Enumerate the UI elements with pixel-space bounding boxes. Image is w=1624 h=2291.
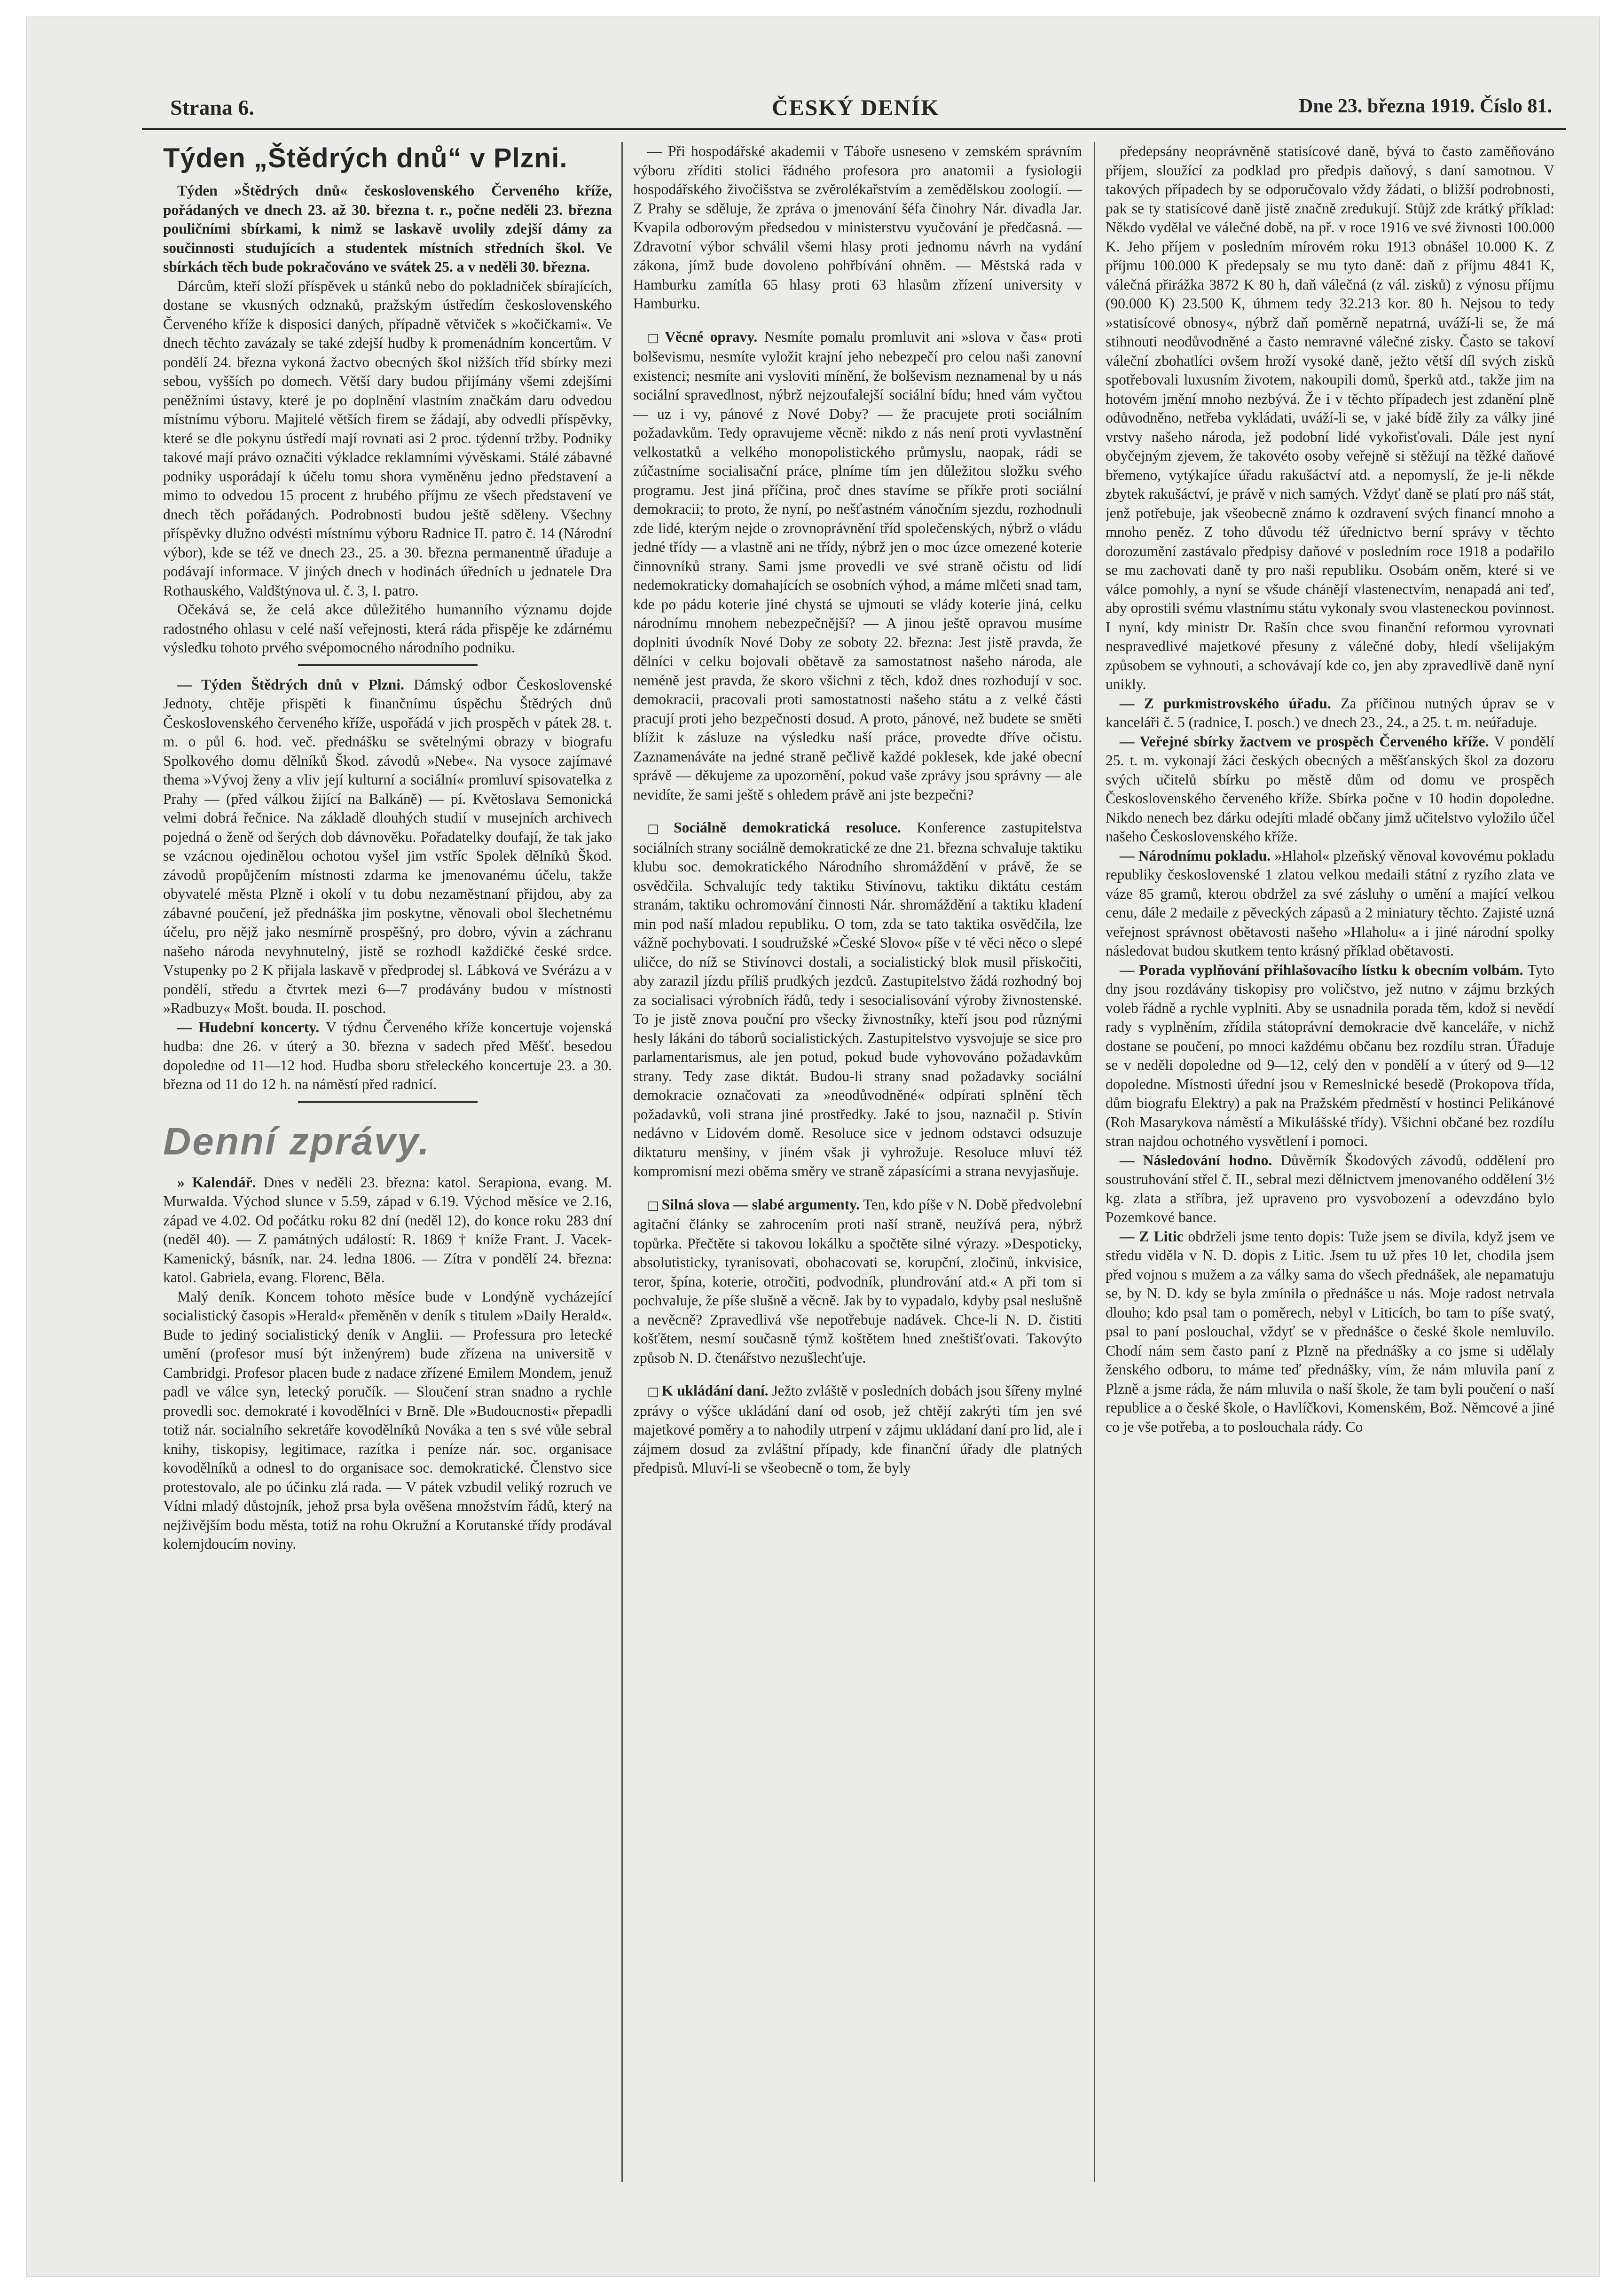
news-item (633, 818, 1082, 1181)
news-item-title: — Z Litic (1120, 1228, 1184, 1245)
news-item (1106, 847, 1554, 961)
column-1 (163, 142, 612, 2201)
newspaper-sheet (26, 16, 1600, 2277)
news-item: Malý deník. Koncem tohoto měsíce bude v Londýně vycházející socialistický časopis »Herald« přeměněn v deník s titulem »Daily Herald«. Bude to jediný socialistický deník v Anglii. — Professura pro letecké umění (profesor musí být inženýrem) bude zřízena na universitě v Cambridgi. Profesor placen bude z nadace zřízené Emilem Mondem, jenuž padl ve válce syn, letecký poručík. — Sloučení stran snadno a rychle provedli soc. demokraté i kovodělníci v Brně. Dle »Budoucnosti« přepadli totiž nár. socialního sekretáře kovodělníků Nováka a ten s své vůle sebral knihy, tiskopisy, legitimace, razítka i peníze nár. soc. organisace kovodělníků a odnesl to do organisace soc. demokratické. Členstvo sice protestovalo, ale po účinku zlá rada. — V pátek vzbudil veliký rozruch ve Vídni mladý důstojník, jehož prsa byla ověšena množstvím řádů, který na nejživějším bodu města, totiž na rohu Okružní a Korutanské třídy prodával kolemjdoucím noviny. (163, 1288, 612, 1552)
column-rule-1 (621, 142, 623, 2182)
news-item-title: — Hudební koncerty. (177, 1019, 320, 1036)
newspaper-page (142, 76, 1566, 2210)
news-item (1106, 961, 1554, 1151)
news-item (633, 1381, 1082, 1478)
column-3 (1106, 142, 1554, 2201)
square-bullet-icon: □ (647, 1198, 659, 1213)
article-paragraph: Očekává se, že celá akce důležitého humanního významu dojde radostného ohlasu v celé naší veřejnosti, která ráda přispěje ke zdárnému výsledku tohoto prvého svépomocného národního podniku. (163, 601, 612, 656)
news-item (1106, 1151, 1554, 1227)
news-item-title: — Národnímu pokladu. (1120, 847, 1271, 864)
news-item: — Při hospodářské akademii v Táboře usneseno v zemském správním výboru zříditi stolici řádného profesora pro anatomii a fysiologii hospodářského živočišstva se zvěrolékařstvím a zemědělskou zoologií. — Z Prahy se sděluje, že zpráva o jmenování šéfa činohry Nár. divadla Jar. Kvapila odborovým předsedou v ministerstvu vyučování je předčasná. — Zdravotní výbor schválil všemi hlasy proti jednomu návrh na vydání zákona, jímž bude dovoleno pohřbívání ohněm. — Městská rada v Hamburku zamítla 65 hlasy proti 63 hlasům zřízení university v Hamburku. (633, 143, 1082, 312)
news-item-title: — Týden Štědrých dnů v Plzni. (177, 676, 404, 693)
news-item-body: Ten, kdo píše v N. Době předvolební agitační články se zahrocením proti naší straně, neužívá pera, nýbrž topůrka. Přečtěte si takovou lokálku a spočtěte silné výrazy. »Despoticky, absolutisticky, tyranisovati, obohacovati se, korupční, zločinů, inkvisice, teror, špína, koterie, otročiti, podvodník, plundrování atd.« A při tom si pochvaluje, že píše slušně a věcně. Jak by to vypadalo, kdyby psal neslušně a nevěcně? Zpravedlivá vše nepotřebuje nadávek. Chce-li N. D. čistiti košťětem, nesmí současně týmž koštětem hned zneštišťovati. Takovýto způsob N. D. čtenářstvo nezušlechťuje. (633, 1196, 1082, 1366)
news-item (1106, 732, 1554, 847)
news-item (1106, 1227, 1554, 1437)
section-title: Denní zprávy. (163, 1120, 431, 1163)
news-item-body: »Hlahol« plzeňský věnoval kovovému pokladu republiky československé 1 zlatou velkou medaili státní z ryzího zlata ve váze 85 gramů, kterou obdržel za své zásluhy o umění a mající velkou cenu, dále 2 medaile z pěveckých zápasů a 2 miniatury těchto. Zajisté uzná veřejnost správnost obětavosti našeho »Hlaholu« a i jiné národní spolky následovat budou skutkem tento krásný příklad obětavosti. (1106, 847, 1554, 959)
news-item-body: obdrželi jsme tento dopis: Tuže jsem se divila, když jsem ve středu viděla v N. D. dopis z Litic. Jsem tu už přes 10 let, chodila jsem před vojnou s mužem a za války sama do všech přednášek, ale nepamatuju se, by N. D. kdy se byla zmínila o přednášce u nás. Moje radost netrvala dlouho; kdo psal tam o poměrech, nebyl v Liticích, bo tam to píše svatý, psal to paní poslouchal, vždyť se v přednášce o české škole nemluvilo. Chodí nám sem často paní z Plzně na přednášky a co jsme si udělaly ženského odboru, to máme teď přednášky, vím, že nám mluvila paní z Plzně a jsme ráda, že nám mluvila o naší škole, že tam byli poučení o naší republice a o české škole, o Havlíčkovi, Komenském, Bož. Němcové a jiné co je vše potřeba, a to poslouchala rády. Co (1106, 1228, 1554, 1435)
news-item-title: Sociálně demokratická resoluce. (674, 819, 901, 836)
separator-line (298, 1101, 478, 1103)
masthead-title: ČESKÝ DENÍK (772, 95, 940, 120)
news-item (163, 1173, 612, 1287)
news-item-body: Nesmíte pomalu promluvit ani »slova v čas« proti bolševismu, nesmíte vyložit krajní jeho nebezpečí pro celou naši zanovní existenci; nesmíte ani vysloviti mínění, že bolševism neznamenal by u nás sociální spravedlnost, nýbrž nejzoufalejší sociální bídu; hned vám vyčtou — uz i vy, pánové z Nové Doby? — že pracujete proti sociálním požadavkům. Tedy opravujeme věcně: nikdo z nás není proti vyvlastnění velkostatků a velkého monopolistického průmyslu, naopak, rádi se zúčastníme socialisační práce, plníme tím jen důležitou složku svého programu. Jest jiná příčina, proč dnes stavíme se příkře proti sociální demokracii; to proto, že nyní, po nešťastném vánočním sjezdu, rozhodnuli zde lidé, kterým nejde o zrovnoprávnění tříd společenských, nýbrž o vládu jedné třídy — a vlastně ani ne třídy, nýbrž jen o moc úzce omezené koterie činnovníků strany. Sami jsme provedli ve své straně očistu od lidí nedemokraticky domahajících se osobních výhod, a máme mlčeti snad tam, kde po pádu koterie jiné chystá se ujmouti se vlády koterie jiná, celku národnímu mnohem nebezpečnější? — A jinou ještě opravou musíme doplniti úvodník Nové Doby ze soboty 22. března: Jest jistě pravda, že dělníci v celku bojovali obětavě za samostatnost našeho národa, ale neméně jest pravda, že skoro všichni z těch, kdož dnes rozhodují v soc. demokracii, pracovali proti samostatnosti našeho státu a z velké části pracují proti jeho bezpečnosti dosud. A proto, pánové, než budete se směti blížit k zásluze na výsledku naší práce, provedte dříve očistu. Zaznamenáváte na jedné straně pečlivě každé poklesek, kde jaké obecní správě — děkujeme za upozornění, pokud vaše zprávy jsou správny — ale nevidíte, že sami ještě s ohledem právě ani jste bezpečni? (633, 328, 1082, 803)
news-item-body: Důvěrník Škodových závodů, oddělení pro soustruhování střel č. II., sebral mezi dělnictvem jmenovaného oddělení 3½ kg. zlata a stříbra, jež upraveno pro vysvobození a odevzdáno bylo Pozemkové bance. (1106, 1152, 1554, 1225)
page-number: Strana 6. (170, 95, 254, 119)
column-rule-2 (1094, 142, 1095, 2182)
news-item-title: Věcné opravy. (665, 328, 758, 345)
issue-dateline: Dne 23. března 1919. Číslo 81. (1299, 95, 1552, 117)
square-bullet-icon: □ (647, 330, 662, 345)
news-item (1106, 694, 1554, 732)
article-lead: Týden »Štědrých dnů« československého Červeného kříže, pořádaných ve dnech 23. až 30. března t. r., počne neděli 23. března pouličními sbírkami, k nimž se laskavě uvolily zdejší dámy za součinnosti studujících a studentek místních středních škol. Ve sbírkách těch bude pokračováno ve svátek 25. a v neděli 30. března. (163, 182, 612, 275)
news-item-body: Konference zastupitelstva sociálních strany sociálně demokratické ze dne 21. března schvaluje taktiku klubu soc. demokratického Národního shromáždění v právě, že se osvědčila. Schvalujíc tedy taktiku Stivínovu, taktiku diktátu cestám stranám, taktiku ochromování činnosti Nár. shromáždění a taktiku kladení min pod naší mladou republiku. O tom, zda se tato taktika osvědčila, lze vážně pochybovati. I soudružské »České Slovo« píše v té věci něco o slepé uličce, do níž se Stivínovci dostali, a socialistický blok musil přiskočiti, aby zarazil jízdu příliš prudkých jezdců. Zastupitelstvo žádá rozhodný boj za socialisaci výrobních řádů, tedy i sesocialisování výroby živnostenské. To je jistě znova pouční pro všecky živnostníky, kteří jsou pod různými hesly lákáni do táborů socialistických. Zastupitelstvo vysvojuje se sice pro parlamentarismus, ale jen potud, pokud bude vyhovováno požadavkům strany. Tedy zase diktát. Budou-li strany snad požadavky sociální demokracie označovati za »neodůvodněné« odpírati splnění těch požadavků, voli strana jiné prostředky. Jaké to jsou, naznačil p. Stivín nedávno v Lidovém domě. Resoluce sice v jednom odstavci odsuzuje diktaturu menšiny, v jiném však ji vyhrožuje. Resoluce mluví též kompromisní mezi oběma směry ve straně zápasícími a strana nevyjasňuje. (633, 819, 1082, 1179)
article-paragraph: Dárcům, kteří složí příspěvek u stánků nebo do pokladniček sbírajících, dostane se vkusných odznaků, pražským ústředím československého Červeného kříže k disposici daných, případně větviček s »kočičkami«. Ve dnech těchto zavázaly se také zdejší hudby k promenádním koncertům. V pondělí 24. března vykoná žactvo obecných škol nižších tříd sbírky mezi sebou, vyšších po domech. Větší dary budou přijímány všemi zdejšími peněžními ústavy, které je po doplnění vlastním značkám daru odvedou místnímu výboru. Majitelé větších firem se žádají, aby odvedli příspěvky, které se dle pokynu ústředí mají rovnati asi 2 proc. týdenní tržby. Podniky takové mají právo označiti výkladce reklamními vývěskami. Stálé zábavné podniky usporádají k účelu tomu shora vyměněnu jedno představení a mimo to odvedou 15 procent z hrubého příjmu ze všech představení ve dnech těch pořádaných. Podrobnosti budou ještě sděleny. Všechny příspěvky dlužno odvésti místnímu výboru Radnice II. patro č. 14 (Národní výbor), kde se též ve dnech 23., 25. a 30. března permanentně úřaduje a podávají informace. V jiných dnech v hodinách úředních u jednatele Dra Rothauského, Valdštýnova ul. č. 3, I. patro. (163, 277, 612, 599)
article-headline: Týden „Štědrých dnů“ v Plzni. (163, 143, 568, 173)
news-item-body: Dnes v neděli 23. března: katol. Serapiona, evang. M. Murwalda. Východ slunce v 5.59, západ v 6.19. Východ měsíce ve 2.16, západ ve 4.02. Od počátku roku 82 dní (neděl 12), do konce roku 283 dní (neděl 40). — Z památných událostí: R. 1869 † kníže Frant. J. Vacek-Kamenický, básník, nar. 24. ledna 1806. — Zítra v pondělí 24. března: katol. Gabriela, evang. Florenc, Běla. (163, 1174, 612, 1286)
news-item-title: » Kalendář. (177, 1174, 256, 1191)
square-bullet-icon: □ (647, 822, 671, 836)
square-bullet-icon: □ (647, 1385, 659, 1399)
news-item (163, 1018, 612, 1094)
column-2 (633, 142, 1082, 2201)
news-item-title: Silná slova — slabé argumenty. (661, 1196, 860, 1213)
news-item (633, 328, 1082, 805)
news-item (163, 675, 612, 1018)
news-item-body: V pondělí 25. t. m. vykonají žáci českých obecných a měšťanských škol za dozoru svých učitelů sbírku po městě dům od domu ve prospěch Československého červeného kříže. Sbírka počne v 10 hodin dopoledne. Nikdo nenech bez dárku odejíti mladé občany jimž učitelstvo vyložilo účel našeho Československého kříže. (1106, 733, 1554, 845)
news-item-body: Za příčinou nutných úprav se v kanceláři č. 5 (radnice, I. posch.) ve dnech 23., 24., a 25. t. m. neúřaduje. (1106, 695, 1554, 730)
news-item-body: Dámský odbor Československé Jednoty, chtěje přispěti k finančnímu úspěchu Štědrých dnů Československého červeného kříže, uspořádá v jich prospěch v pátek 28. t. m. o půl 6. hod. več. přednášku se světelnými obrazy v biografu Spolkového domu dělníků Škod. závodů »Nebe«. Na vysoce zajímavé thema »Vývoj ženy a vliv její kulturní a sociální« promluví spisovatelka z Prahy — (před válkou žijící na Balkáně) — pí. Květoslava Semonická velmi dobrá řečnice. Na základě dlouhých studií v musejních archivech pojedná o ženě od šerých dob dávnověku. Pořadatelky doufají, že tak jako se vzácnou ojedinělou ochotou vyšel jim vstříc Spolek dělníků Škod. závodů propůjčením místnosti zdarma ke jmenovanému účelu, takže obyvatelé města Plzně i okolí v tu dobu nezaměstnaní přijdou, aby za zábavné poučení, jež přednáška jim poskytne, věnovali obol šlechetnému účelu, pro nějž jako nesmírně prospěšný, pro dobro, vývin a záchranu našeho národa nevyhnutelný, jistě se rozhodl každičké české srdce. Vstupenky po 2 K přijala laskavě v předprodej sl. Lábková ve Svérázu a v pondělí, středu a čtvrtek mezi 6—7 prodávány budou v místnosti »Radbuzy« Mošt. bouda. II. poschod. (163, 676, 612, 1016)
news-item (633, 1195, 1082, 1368)
page-header (142, 76, 1566, 130)
news-item: předepsány neoprávněně statisícové daně, bývá to často zaměňováno příjem, sloužící za podklad pro předpis daňový, s daní samotnou. V takových případech by se odporučovalo vždy žádati, o bližší podrobnosti, pak se ty statisícové daně jistě značně zredukují. Stůjž zde krátký příklad: Někdo vydělal ve válečné době, na př. v roce 1916 ve své živnosti 100.000 K. Jeho příjem v posledním mírovém roku 1913 obnášel 10.000 K. Z příjmu 100.000 K předepsaly se mu tyto daně: daň z příjmu 4841 K, válečná přirážka 3872 K 80 h, daň válečná (z vál. zisků) z výnosu příjmu (90.000 K) 23.500 K, úhrnem tedy 32.213 kor. 80 h. Nejsou to tedy »statisícové obnosy«, nýbrž daň poměrně nepatrná, uváží-li se, že má stihnouti neodůvodněné a často nemravné válečné zisky. Často se takoví váleční zbohatlíci ovšem hroží vysoké daně, ježto větší díl svých zisků spotřebovali luxusním životem, nakoupili domů, šperků atd., takže jim na hotovém jmění mnoho nezbývá. Že i v těchto případech jest zdanění plně odůvodněno, netřeba vykládati, uváží-li se, v jaké bídě žily za války jiné vrstvy našeho národa, jež podobní lidé vykořisťovali. Dále jest nyní obyčejným zjevem, že takovéto osoby veřejně si stěžují na těžké daňové břemeno, vytýkajíce úřadu rakušáctví atd. a nepomyslí, že je-li někde zbytek rakušáctví, je právě v nich samých. Vždyť daně se platí pro náš stát, jenž potřebuje, jak všeobecně známo k ozdravení svých financí mnoho a mnoho peněz. Z toho důvodu též úřednictvo berní správy v těchto dorozumění zastávalo předpisy daňové v posledním roce 1918 a podařilo se mu zachovati daně ty pro naši republiku. Osobám oněm, které si ve válce pomohly, a nyní se všude chánějí vlastenectvím, nenapadá ani teď, aby oprostili svému vlastnímu státu vykonaly svou vlasteneckou povinnost. I nyní, kdy ministr Dr. Rašín chce svou finanční reformou vyrovnati nespravedlivé majetkové přesuny z válečné doby, hledí všelijakým způsobem se vyhnouti, a schovávají kde co, jen aby zpravedlivě daně nyní unikly. (1106, 143, 1554, 692)
news-item-title: — Porada vyplňování přihlašovacího lístku k obecním volbám. (1120, 961, 1523, 978)
news-item-title: — Veřejné sbírky žactvem ve prospěch Červeného kříže. (1120, 733, 1489, 750)
news-item-title: — Z purkmistrovského úřadu. (1120, 695, 1331, 712)
news-item-body: Ježto zvláště v posledních dobách jsou šířeny mylné zprávy o výšce ukládání daní od osob, jež chtějí zakrýti tím jen své majetkové poměry a to nahodily utrpení v zájmu ukládaní daní pro lid, ale i zájmem dosud za zvláštní případy, kde finanční úřady dle platných předpisů. Mluví-li se všeobecně o tom, že byly (633, 1382, 1082, 1476)
news-item-title: — Následování hodno. (1120, 1152, 1272, 1169)
news-item-body: Tyto dny jsou rozdávány tiskopisy pro voličstvo, jež nutno v zájmu brzkých voleb řádně a rychle vyplniti. Aby se usnadnila porada těm, kdož si nevědí rady s vyplněním, zřídila státoprávní demokracie dvě kanceláře, v nichž dostane se poučení, po mnoci každému občanu bez rozdílu stran. Úřaduje se v neděli dopoledne od 9—12, celý den v pondělí a v úterý od 9—12 dopoledne. Místnosti úřední jsou v Remeslnické besedě (Prokopova třída, dům biografu Elektry) a pak na Pražském předměstí v hostinci Pelikánové (Roh Masarykova náměstí a Mikulášské třídy). Všichni občané bez rozdílu stran najdou ochotného vysvětlení i pomoci. (1106, 961, 1554, 1149)
news-item-title: K ukládání daní. (661, 1382, 769, 1399)
news-item-body: V týdnu Červeného kříže koncertuje vojenská hudba: dne 26. v úterý a 30. března v sadech před Měšť. besedou dopoledne od 11—12 hod. Hudba sboru střeleckého koncertuje 23. a 30. března od 11 do 12 h. na náměstí před radnicí. (163, 1019, 612, 1092)
separator-line (298, 664, 478, 666)
